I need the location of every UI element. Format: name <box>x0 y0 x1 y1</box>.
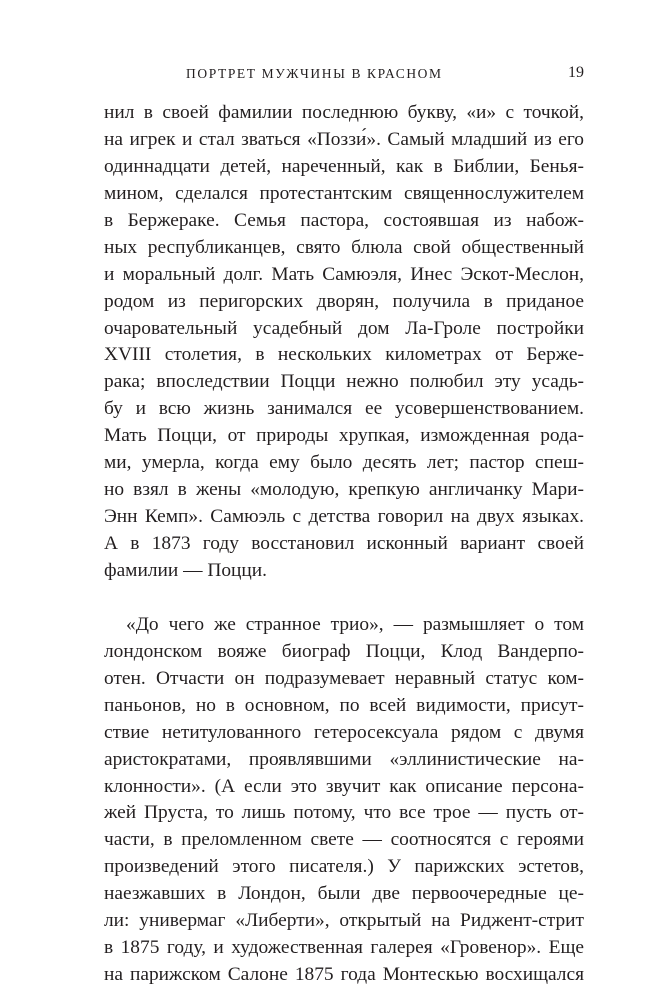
text-line: клонности». (А если это звучит как описание персона- <box>104 775 584 797</box>
text-line: в 1875 году, и художественная галерея «Гровенор». Еще <box>104 937 584 959</box>
text-line: А в 1873 году восстановил исконный вариант своей <box>104 533 584 554</box>
text-line: ных республиканцев, свято блюла свой общественный <box>104 236 584 258</box>
text-line: одиннадцати детей, нареченный, как в Библии, Бенья- <box>104 155 584 177</box>
text-line: рака; впоследствии Поцци нежно полюбил эту усадь- <box>104 371 584 393</box>
text-line: произведений этого писателя.) У парижских эстетов, <box>104 856 584 878</box>
text-line: мином, сделался протестантским священнослужителем <box>104 182 584 204</box>
text-line: части, в преломленном свете — соотносятся с героями <box>104 829 584 851</box>
text-line: Энн Кемп». Самюэль с детства говорил на двух языках. <box>104 506 584 528</box>
text-line: аристократами, проявлявшими «эллинистические на- <box>104 748 584 770</box>
text-line: и моральный долг. Мать Самюэля, Инес Эскот-Меслон, <box>104 263 584 285</box>
text-line: паньонов, но в основном, по всей видимости, присут- <box>104 694 584 716</box>
text-line: бу и всю жизнь занимался ее усовершенствованием. <box>104 398 584 420</box>
text-line: лондонском вояже биограф Поцци, Клод Вандерпо- <box>104 640 584 662</box>
text-line: очаровательный усадебный дом Ла-Гроле постройки <box>104 317 584 339</box>
running-head <box>104 62 584 86</box>
paragraph-continued <box>104 100 584 585</box>
text-line: Мать Поцци, от природы хрупкая, изможденная рода- <box>104 425 584 447</box>
text-line: отен. Отчасти он подразумевает неравный статус ком- <box>104 667 584 689</box>
text-line: наезжавших в Лондон, были две первоочередные це- <box>104 883 584 905</box>
text-line: но взял в жены «молодую, крепкую англичанку Мари- <box>104 479 584 501</box>
paragraph <box>104 612 584 989</box>
text-line: в Бержераке. Семья пастора, состоявшая из набож- <box>104 209 584 231</box>
text-line: ми, умерла, когда ему было десять лет; пастор спеш- <box>104 452 584 474</box>
text-line: жей Пруста, то лишь потому, что все трое — пусть от- <box>104 802 584 824</box>
text-line: фамилии — Поцци. <box>104 559 268 581</box>
text-line: «До чего же странное трио», — размышляет о том <box>126 613 584 635</box>
text-line: на парижском Салоне 1875 года Монтескью восхищался <box>104 964 584 986</box>
text-line: XVIII столетия, в нескольких километрах от Берже- <box>104 344 584 366</box>
text-line: родом из перигорских дворян, получила в приданое <box>104 290 584 312</box>
text-line: ли: универмаг «Либерти», открытый на Риджент-стрит <box>104 910 584 932</box>
text-line: нил в своей фамилии последнюю букву, «и» с точкой, <box>104 102 584 123</box>
body-text <box>104 100 584 989</box>
text-line: ствие нетитулованного гетеросексуала рядом с двумя <box>104 721 584 743</box>
text-line: на игрек и стал зваться «Поззи́». Самый младший из его <box>104 128 584 150</box>
running-title: ПОРТРЕТ МУЖЧИНЫ В КРАСНОМ <box>186 66 443 81</box>
page-number: 19 <box>568 64 584 81</box>
